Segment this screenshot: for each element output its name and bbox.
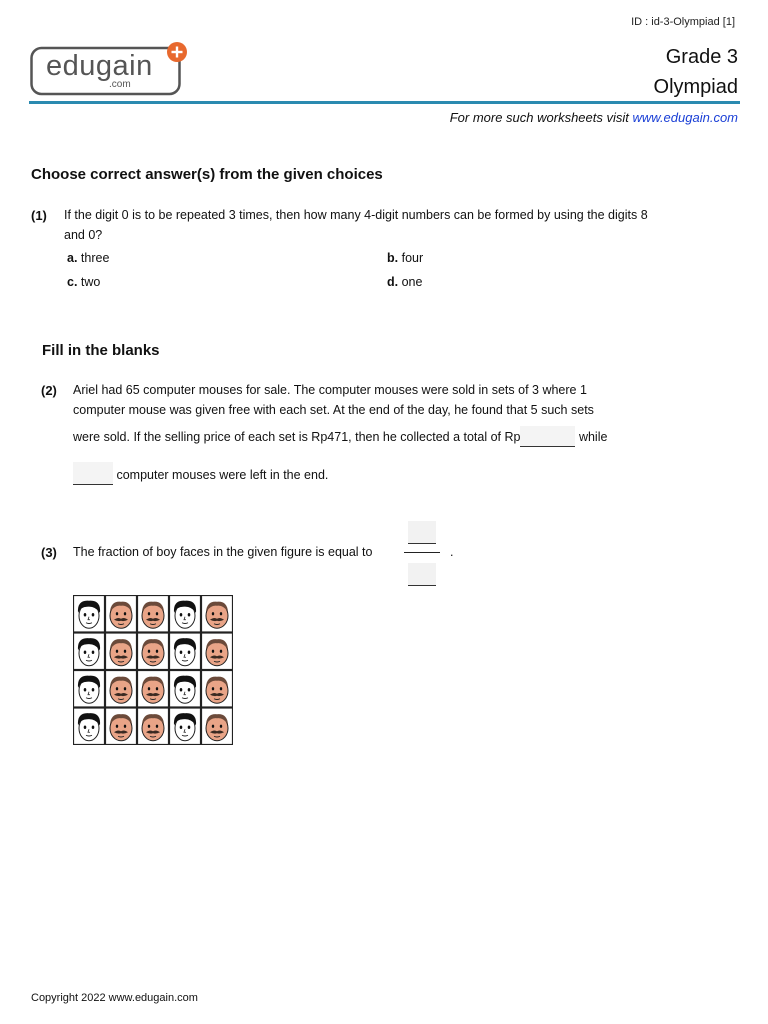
question-line: [73, 462, 328, 485]
option-letter: d.: [387, 275, 399, 289]
question-number: (1): [31, 208, 47, 223]
question-end: .: [450, 545, 454, 559]
man-face-icon: [106, 708, 137, 745]
document-id: ID : id-3-Olympiad [1]: [631, 16, 735, 28]
option-a[interactable]: [67, 251, 109, 265]
more-worksheets-text: For more such worksheets visit: [449, 110, 633, 125]
footer-copyright: Copyright 2022 www.edugain.com: [31, 992, 198, 1004]
question-line: If the digit 0 is to be repeated 3 times, then how many 4-digit numbers can be formed by using the digits 8: [64, 208, 648, 222]
blank-numerator[interactable]: [408, 521, 436, 544]
option-text: two: [80, 275, 101, 289]
man-face-icon: [106, 633, 137, 670]
man-face-icon: [106, 596, 137, 633]
question-text: computer mouses were left in the end.: [113, 468, 329, 482]
man-face-icon: [202, 671, 233, 708]
edugain-link[interactable]: www.edugain.com: [632, 110, 738, 125]
grade-block: [654, 42, 738, 102]
boy-face-icon: [74, 633, 105, 670]
question-line: and 0?: [64, 228, 103, 242]
section-title-fill-blanks: Fill in the blanks: [42, 342, 160, 359]
option-letter: b.: [387, 251, 399, 265]
option-letter: a.: [67, 251, 78, 265]
option-text: four: [401, 251, 424, 265]
option-c[interactable]: [67, 275, 100, 289]
header-divider: [29, 101, 740, 104]
question-text: while: [575, 430, 608, 444]
option-text: three: [80, 251, 110, 265]
man-face-icon: [138, 671, 169, 708]
option-letter: c.: [67, 275, 78, 289]
question-line: computer mouse was given free with each set. At the end of the day, he found that 5 such sets: [73, 403, 594, 417]
section-title-choices: Choose correct answer(s) from the given choices: [31, 166, 383, 183]
subject-label: Olympiad: [653, 76, 738, 98]
question-text: The fraction of boy faces in the given figure is equal to: [73, 545, 373, 559]
man-face-icon: [106, 671, 137, 708]
grade-label: Grade 3: [665, 46, 738, 68]
man-face-icon: [138, 633, 169, 670]
question-number: (3): [41, 545, 57, 560]
question-number: (2): [41, 383, 57, 398]
blank-mouses-left[interactable]: [73, 462, 113, 485]
man-face-icon: [202, 596, 233, 633]
more-worksheets-note: [450, 110, 738, 125]
logo-subtext: .com: [109, 79, 131, 90]
edugain-logo: [30, 42, 190, 98]
option-d[interactable]: [387, 275, 422, 289]
blank-total-amount[interactable]: [520, 426, 575, 447]
boy-face-icon: [170, 708, 201, 745]
boy-face-icon: [170, 596, 201, 633]
fraction-bar: [404, 552, 440, 553]
man-face-icon: [138, 708, 169, 745]
boy-face-icon: [170, 671, 201, 708]
boy-face-icon: [170, 633, 201, 670]
question-text: were sold. If the selling price of each set is Rp471, then he collected a total of Rp: [73, 430, 521, 444]
question-text: [64, 205, 724, 245]
option-text: one: [401, 275, 423, 289]
boy-face-icon: [74, 671, 105, 708]
question-line: Ariel had 65 computer mouses for sale. The computer mouses were sold in sets of 3 where 1: [73, 383, 587, 397]
boy-face-icon: [74, 596, 105, 633]
man-face-icon: [202, 633, 233, 670]
man-face-icon: [138, 596, 169, 633]
faces-figure: [73, 595, 233, 745]
option-b[interactable]: [387, 251, 423, 265]
faces-grid: [73, 595, 233, 745]
blank-denominator[interactable]: [408, 563, 436, 586]
question-line: [73, 426, 607, 447]
logo-text: edugain: [46, 50, 153, 82]
man-face-icon: [202, 708, 233, 745]
boy-face-icon: [74, 708, 105, 745]
